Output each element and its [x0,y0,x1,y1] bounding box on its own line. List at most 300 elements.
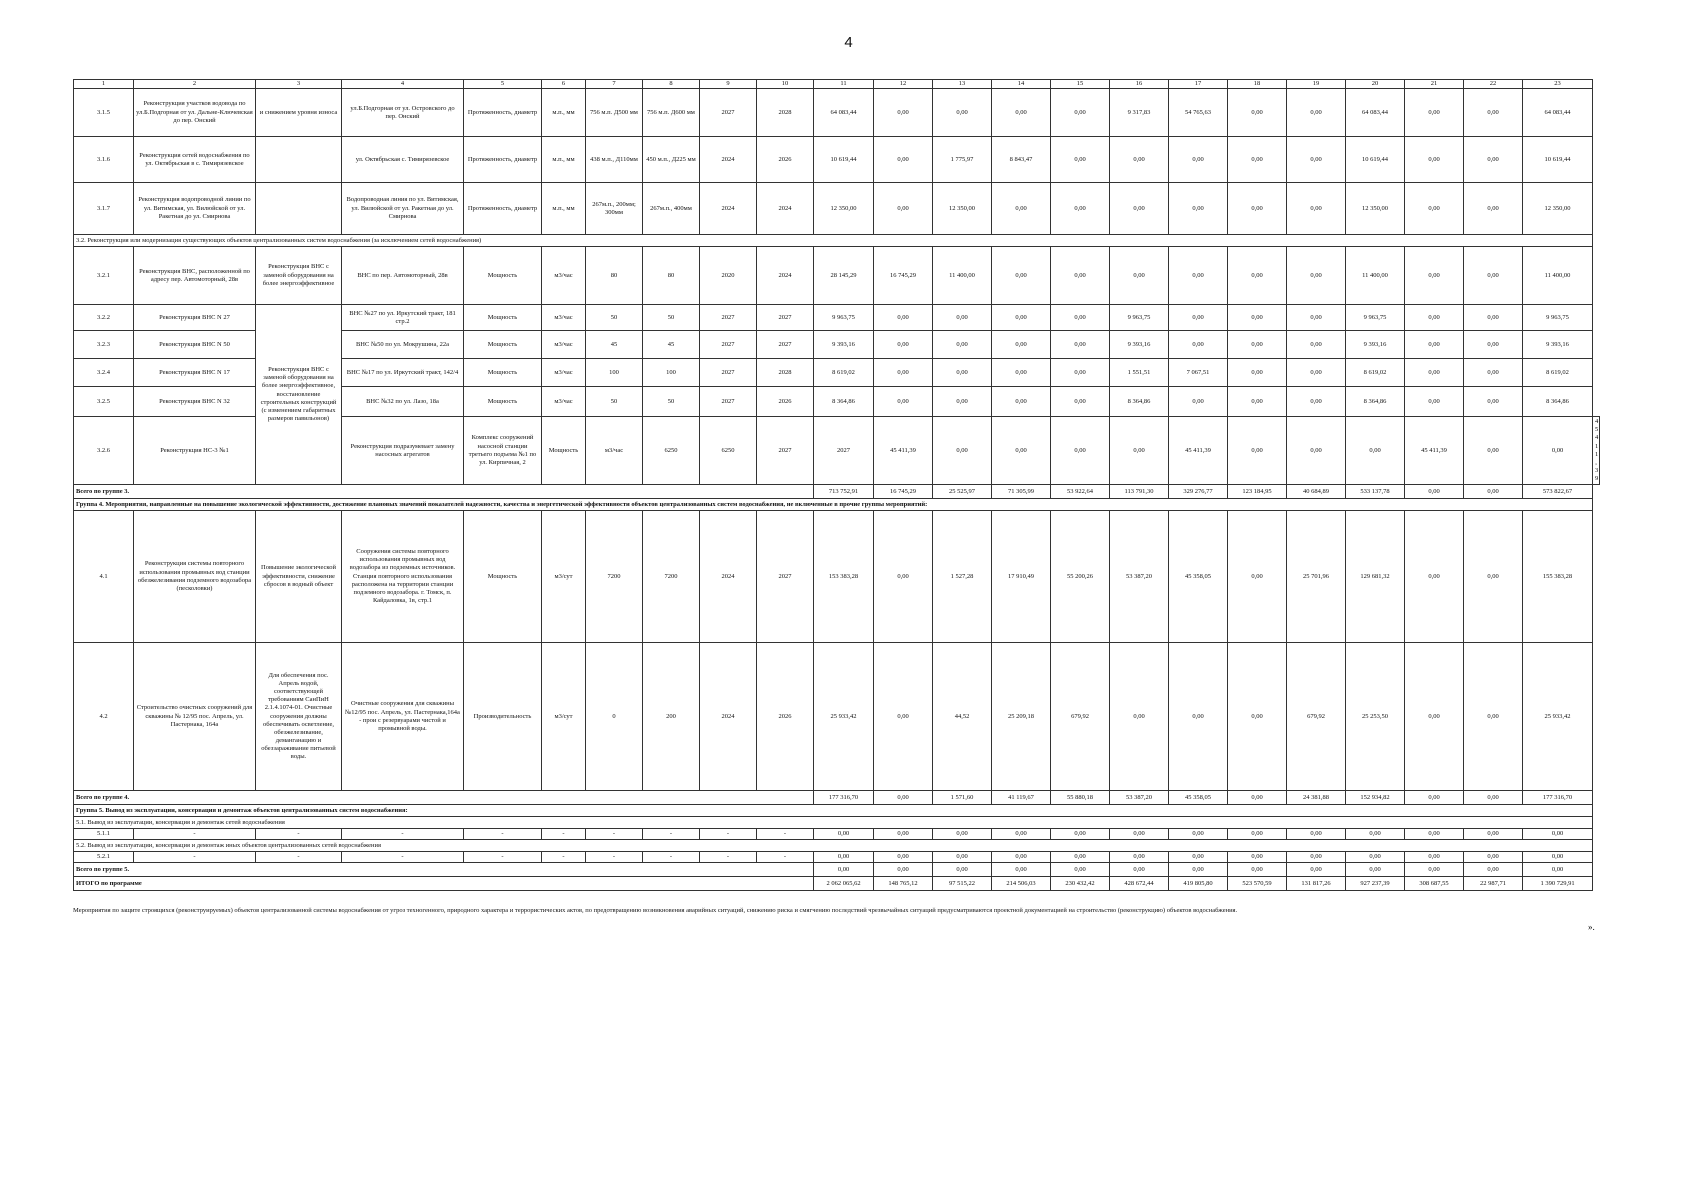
table-cell: 64 083,44 [1346,89,1405,137]
column-number: 19 [1287,80,1346,89]
column-number: 10 [757,80,814,89]
table-cell: 0,00 [1228,89,1287,137]
table-cell: - [542,852,586,863]
total-value: 113 791,30 [1110,485,1169,499]
table-cell [256,137,342,183]
table-cell: 0,00 [1464,183,1523,235]
table-cell: 2027 [757,511,814,643]
table-cell: 12 350,00 [814,183,874,235]
total-row [74,791,1600,805]
column-number: 3 [256,80,342,89]
column-number: 15 [1051,80,1110,89]
row-number: 4.1 [74,511,134,643]
row-number: 3.2.6 [74,417,134,485]
row-number: 3.2.2 [74,305,134,331]
column-number: 12 [874,80,933,89]
table-cell: Водопроводная линия по ул. Витимская, ул. Вилюйской от ул. Ракетная до ул. Смирнова [342,183,464,235]
table-cell: 0,00 [874,183,933,235]
table-cell: 8 619,02 [1523,359,1593,387]
table-cell: ВНС №27 по ул. Иркутский тракт, 181 стр.2 [342,305,464,331]
table-cell: - [586,852,643,863]
total-value: 0,00 [1228,863,1287,877]
table-cell: 0,00 [1169,305,1228,331]
table-cell: 10 619,44 [1523,137,1593,183]
table-cell: м3/час [542,359,586,387]
table-cell: 0,00 [874,89,933,137]
table-cell: 0,00 [992,417,1051,485]
table-cell: - [586,829,643,840]
table-cell: Мощность [542,417,586,485]
table-row [74,89,1600,137]
table-cell: 756 м.п. Д500 мм [586,89,643,137]
closing-quote: ». [1588,922,1595,932]
column-number: 7 [586,80,643,89]
table-cell: 0,00 [992,183,1051,235]
row-number: 3.1.6 [74,137,134,183]
table-cell: 50 [586,387,643,417]
table-cell: 2027 [700,387,757,417]
table-cell: 0,00 [1523,829,1593,840]
table-cell: 0,00 [1464,387,1523,417]
total-value: 148 765,12 [874,877,933,891]
table-cell: 0,00 [992,89,1051,137]
table-cell: 0,00 [1464,829,1523,840]
row-number: 3.1.5 [74,89,134,137]
table-cell: 2027 [700,359,757,387]
table-cell: 9 963,75 [1523,305,1593,331]
table-cell: - [342,852,464,863]
total-value: 0,00 [874,791,933,805]
table-cell: 55 200,26 [1051,511,1110,643]
table-cell: Мощность [464,359,542,387]
table-cell: 0,00 [814,829,874,840]
table-cell: 2026 [757,387,814,417]
table-cell: 45 358,05 [1169,511,1228,643]
table-cell: 0,00 [1523,852,1593,863]
table-cell: - [700,829,757,840]
measure-name: Реконструкция НС-3 №1 [134,417,256,485]
footnote: Мероприятия по защите строящихся (реконструируемых) объектов централизованной системы водоснабжения от угроз техногенного, природного характера и террористических актов, по предотвращению возникновения аварийных ситуаций, снижению риска и смягчению последствий чрезвычайных ситуаций предусматриваются проектной документацией на строительство (реконструкцию) объектов водоснабжения. [73,907,1238,914]
table-cell: 0,00 [874,852,933,863]
total-value: 0,00 [933,863,992,877]
table-cell: Сооружения системы повторного использования промывных вод водозабора из подземных источников. Станция повторного использования расположена на территории станции подземного водозабора. г. Томск, п. Кайдаловка, 1в, стр.1 [342,511,464,643]
table-cell: 0,00 [1287,417,1346,485]
total-value: 55 880,18 [1051,791,1110,805]
total-value: 573 822,67 [1523,485,1593,499]
table-cell: - [643,829,700,840]
total-label: Всего по группе 4. [74,791,814,805]
table-cell: 2024 [757,247,814,305]
total-label: Всего по группе 5. [74,863,814,877]
table-cell: 7200 [643,511,700,643]
table-cell: 0,00 [1110,643,1169,791]
table-cell: 129 681,32 [1346,511,1405,643]
table-cell: 0,00 [1405,643,1464,791]
table-cell: ул. Октябрьская с. Тимирязевское [342,137,464,183]
section-heading: 5.2. Вывод из эксплуатации, консервация и демонтаж иных объектов централизованных сетей водоснабжения [74,840,1593,852]
group-row [74,805,1600,817]
table-cell: 8 364,86 [814,387,874,417]
total-value: 45 358,05 [1169,791,1228,805]
table-cell: - [464,852,542,863]
table-cell: 0,00 [874,359,933,387]
column-number: 4 [342,80,464,89]
measure-name: Реконструкция участков водовода по ул.Б.Подгорная от ул. Дальне-Ключевская до пер. Онский [134,89,256,137]
total-value: 214 506,03 [992,877,1051,891]
column-number: 23 [1523,80,1593,89]
table-cell: Комплекс сооружений насосной станции третьего подъема №1 по ул. Кирпичная, 2 [464,417,542,485]
group-heading: Группа 5. Вывод из эксплуатации, консервация и демонтаж объектов централизованных систем водоснабжения: [74,805,1593,817]
table-cell: 8 619,02 [1346,359,1405,387]
table-cell: 45 [586,331,643,359]
table-cell: 45 411,39 [1593,417,1600,485]
table-cell: 45 411,39 [1169,417,1228,485]
table-cell: Производительность [464,643,542,791]
row-number: 3.2.3 [74,331,134,359]
table-cell: 0,00 [1051,829,1110,840]
row-number: 5.2.1 [74,852,134,863]
table-cell: 54 765,63 [1169,89,1228,137]
table-cell: Мощность [464,387,542,417]
table-cell: 0,00 [874,331,933,359]
table-cell: 0,00 [1169,183,1228,235]
table-cell: 50 [643,387,700,417]
total-value: 0,00 [1346,863,1405,877]
table-row [74,852,1600,863]
table-cell: 0,00 [1228,331,1287,359]
table-cell: 80 [643,247,700,305]
table-cell: м3/сут [542,643,586,791]
table-cell: 2026 [757,137,814,183]
table-cell: 0,00 [933,417,992,485]
table-cell [256,183,342,235]
table-cell: ВНС №17 по ул. Иркутский тракт, 142/4 [342,359,464,387]
table-row [74,511,1600,643]
total-value: 0,00 [1523,863,1593,877]
measure-name: Реконструкция ВНС N 50 [134,331,256,359]
table-cell: 0,00 [1228,511,1287,643]
table-cell: 0,00 [933,829,992,840]
table-cell: 0,00 [1464,247,1523,305]
column-number: 18 [1228,80,1287,89]
table-cell: 267м.п., 200мм; 300мм [586,183,643,235]
table-cell: 1 775,97 [933,137,992,183]
table-cell: 0,00 [1287,852,1346,863]
table-cell: Повышение экологической эффективности, снижение сбросов в водный объект [256,511,342,643]
total-value: 177 316,70 [1523,791,1593,805]
table-cell: 0,00 [1228,829,1287,840]
table-cell: 11 400,00 [1523,247,1593,305]
total-value: 329 276,77 [1169,485,1228,499]
measure-name: Реконструкция системы повторного использования промывных вод станции обезжелезивания подземного водозабора (песколовки) [134,511,256,643]
table-cell: 6250 [700,417,757,485]
table-cell: 0,00 [992,387,1051,417]
table-cell: 0,00 [1110,417,1169,485]
table-cell: - [256,852,342,863]
investment-program-table [73,79,1600,891]
table-cell: 0,00 [1228,305,1287,331]
total-value: 16 745,29 [874,485,933,499]
table-cell: 0,00 [1464,511,1523,643]
table-cell: 6250 [643,417,700,485]
table-cell: Реконструкция ВНС с заменой оборудования на более энергоэффективное, восстановление строительных конструкций (с изменением габаритных размеров павильонов) [256,305,342,485]
table-cell: 0,00 [933,331,992,359]
table-cell: 0,00 [1405,305,1464,331]
table-cell: 0,00 [992,305,1051,331]
table-cell: 0,00 [1051,387,1110,417]
table-cell: 16 745,29 [874,247,933,305]
table-cell: 0,00 [1228,183,1287,235]
table-row [74,829,1600,840]
table-cell: Протяженность, диаметр [464,89,542,137]
table-cell: 0,00 [1464,137,1523,183]
total-value: 230 432,42 [1051,877,1110,891]
table-cell: 0,00 [1051,137,1110,183]
table-cell: 2027 [757,417,814,485]
table-cell: 17 910,49 [992,511,1051,643]
table-cell: 0,00 [1287,247,1346,305]
table-cell: 0,00 [1228,387,1287,417]
table-cell: 0,00 [1464,359,1523,387]
table-cell: 0,00 [1287,359,1346,387]
table-cell: 0,00 [1346,829,1405,840]
table-cell: 267м.п., 400мм [643,183,700,235]
column-number: 9 [700,80,757,89]
measure-name: Реконструкция ВНС N 27 [134,305,256,331]
section-heading: 5.1. Вывод из эксплуатации, консервация и демонтаж сетей водоснабжения [74,817,1593,829]
table-cell: 0,00 [1051,359,1110,387]
table-cell: ВНС по пер. Автомоторный, 28в [342,247,464,305]
table-cell: 0,00 [1051,247,1110,305]
table-cell: 0,00 [1287,331,1346,359]
table-cell: 0,00 [933,305,992,331]
measure-name: - [134,852,256,863]
table-cell: Мощность [464,511,542,643]
table-cell: - [464,829,542,840]
table-cell: 0,00 [874,511,933,643]
table-cell: 0,00 [1405,331,1464,359]
table-cell: 11 400,00 [933,247,992,305]
table-cell: 1 527,28 [933,511,992,643]
total-value: 0,00 [1287,863,1346,877]
total-value: 0,00 [1405,863,1464,877]
table-cell: 2027 [700,331,757,359]
total-value: 533 137,78 [1346,485,1405,499]
table-cell: 0,00 [1169,331,1228,359]
table-cell: Для обеспечения пос. Апрель водой, соответствующей требованиям СанПиН 2.1.4.1074-01. Очистные сооружения должны обеспечивать осветление, обезжелезивание, деманганацию и обеззараживание питьевой воды. [256,643,342,791]
table-cell: и снижением уровня износа [256,89,342,137]
table-cell: 679,92 [1287,643,1346,791]
table-cell: Мощность [464,305,542,331]
table-cell: 2027 [700,305,757,331]
section-row [74,840,1600,852]
total-value: 24 381,88 [1287,791,1346,805]
table-cell: 679,92 [1051,643,1110,791]
column-number: 8 [643,80,700,89]
table-cell: 0,00 [1169,643,1228,791]
table-cell: 0,00 [1051,331,1110,359]
table-cell: 2024 [700,511,757,643]
table-cell: 0,00 [1169,137,1228,183]
page-number: 4 [844,34,853,51]
total-value: 428 672,44 [1110,877,1169,891]
column-number: 11 [814,80,874,89]
table-cell: 438 м.п., Д110мм [586,137,643,183]
table-cell: 0,00 [1287,137,1346,183]
table-cell: 0,00 [1464,852,1523,863]
table-cell: 0,00 [1405,387,1464,417]
table-cell: 2024 [700,137,757,183]
table-cell: 9 963,75 [1346,305,1405,331]
table-cell: 0,00 [992,829,1051,840]
section-row [74,817,1600,829]
table-cell: м3/час [586,417,643,485]
table-cell: 0,00 [992,359,1051,387]
table-cell: 0,00 [1228,137,1287,183]
column-number: 6 [542,80,586,89]
total-label: ИТОГО по программе [74,877,814,891]
table-cell: 0,00 [874,643,933,791]
table-cell: 28 145,29 [814,247,874,305]
table-cell: 0,00 [1405,511,1464,643]
table-cell: 2028 [757,89,814,137]
table-cell: 25 253,50 [1346,643,1405,791]
table-cell: ВНС №32 по ул. Лазо, 18а [342,387,464,417]
table-cell: 0,00 [1405,829,1464,840]
table-cell: 8 364,86 [1523,387,1593,417]
table-cell: 0,00 [1405,852,1464,863]
table-cell: 25 209,18 [992,643,1051,791]
table-cell: 0,00 [1169,829,1228,840]
row-number: 3.2.4 [74,359,134,387]
table-cell: 12 350,00 [1346,183,1405,235]
table-cell: Протяженность, диаметр [464,137,542,183]
total-value: 0,00 [1051,863,1110,877]
total-value: 71 305,99 [992,485,1051,499]
table-cell: 9 963,75 [814,305,874,331]
table-cell: 2028 [757,359,814,387]
total-value: 1 571,60 [933,791,992,805]
table-cell: Очистные сооружения для скважины №12/95 пос. Апрель, ул. Пастернака,164а - прои с резервуарами чистой и промывной воды. [342,643,464,791]
column-number-row [74,80,1600,89]
table-cell: 0,00 [933,387,992,417]
table-cell: м.п., мм [542,183,586,235]
table-cell: 0,00 [1405,359,1464,387]
section-row [74,235,1600,247]
table-cell: 8 843,47 [992,137,1051,183]
table-cell: - [757,852,814,863]
table-cell: 0,00 [1110,137,1169,183]
total-value: 123 184,95 [1228,485,1287,499]
table-cell: 10 619,44 [1346,137,1405,183]
table-cell: 0,00 [1405,137,1464,183]
row-number: 3.1.7 [74,183,134,235]
table-cell: м.п., мм [542,137,586,183]
table-cell: 8 619,02 [814,359,874,387]
table-cell: Протяженность, диаметр [464,183,542,235]
table-cell: м3/час [542,331,586,359]
table-row [74,305,1600,331]
column-number: 20 [1346,80,1405,89]
total-value: 0,00 [992,863,1051,877]
total-value: 2 062 065,62 [814,877,874,891]
total-value: 53 387,20 [1110,791,1169,805]
row-number: 5.1.1 [74,829,134,840]
table-cell: 0,00 [814,852,874,863]
table-cell: 756 м.п. Д600 мм [643,89,700,137]
table-cell: 7 067,51 [1169,359,1228,387]
row-number: 3.2.1 [74,247,134,305]
table-cell: 0,00 [874,305,933,331]
table-cell: 0,00 [1405,247,1464,305]
total-value: 25 525,97 [933,485,992,499]
table-cell: 2026 [757,643,814,791]
table-cell: 153 383,28 [814,511,874,643]
table-cell: 9 963,75 [1110,305,1169,331]
table-cell: 53 387,20 [1110,511,1169,643]
table-cell: 0,00 [874,137,933,183]
group-row [74,499,1600,511]
table-cell: 11 400,00 [1346,247,1405,305]
table-row [74,247,1600,305]
total-value: 40 684,89 [1287,485,1346,499]
table-cell: 0 [586,643,643,791]
table-cell: - [542,829,586,840]
table-cell: 9 317,83 [1110,89,1169,137]
table-cell: Реконструкция ВНС с заменой оборудования на более энергоэффективное [256,247,342,305]
total-value: 0,00 [1169,863,1228,877]
table-cell: 100 [586,359,643,387]
total-value: 523 570,59 [1228,877,1287,891]
total-value: 0,00 [1110,863,1169,877]
table-cell: 0,00 [1051,852,1110,863]
total-value: 22 987,71 [1464,877,1523,891]
table-cell: 9 393,16 [1346,331,1405,359]
total-value: 308 687,55 [1405,877,1464,891]
table-cell: 25 701,96 [1287,511,1346,643]
table-cell: 0,00 [1228,852,1287,863]
table-cell: м3/сут [542,511,586,643]
column-number: 13 [933,80,992,89]
table-cell: 25 933,42 [1523,643,1593,791]
row-number: 4.2 [74,643,134,791]
table-cell: 0,00 [1523,417,1593,485]
table-cell: 200 [643,643,700,791]
total-value: 177 316,70 [814,791,874,805]
table-cell: 2027 [757,305,814,331]
table-cell: 0,00 [1464,89,1523,137]
column-number: 16 [1110,80,1169,89]
table-cell: - [342,829,464,840]
total-value: 0,00 [1228,791,1287,805]
table-cell: м3/час [542,305,586,331]
table-cell: 0,00 [1110,247,1169,305]
table-cell: - [256,829,342,840]
table-cell: 450 м.п., Д225 мм [643,137,700,183]
column-number: 2 [134,80,256,89]
table-cell: - [643,852,700,863]
measure-name: Реконструкция ВНС N 32 [134,387,256,417]
table-cell: 64 083,44 [814,89,874,137]
table-cell: 9 393,16 [814,331,874,359]
table-cell: Мощность [464,247,542,305]
table-cell: 0,00 [1228,359,1287,387]
total-label: Всего по группе 3. [74,485,814,499]
total-value: 0,00 [1464,485,1523,499]
table-cell: 2020 [700,247,757,305]
table-cell: 0,00 [1051,183,1110,235]
table-cell: 2024 [700,643,757,791]
